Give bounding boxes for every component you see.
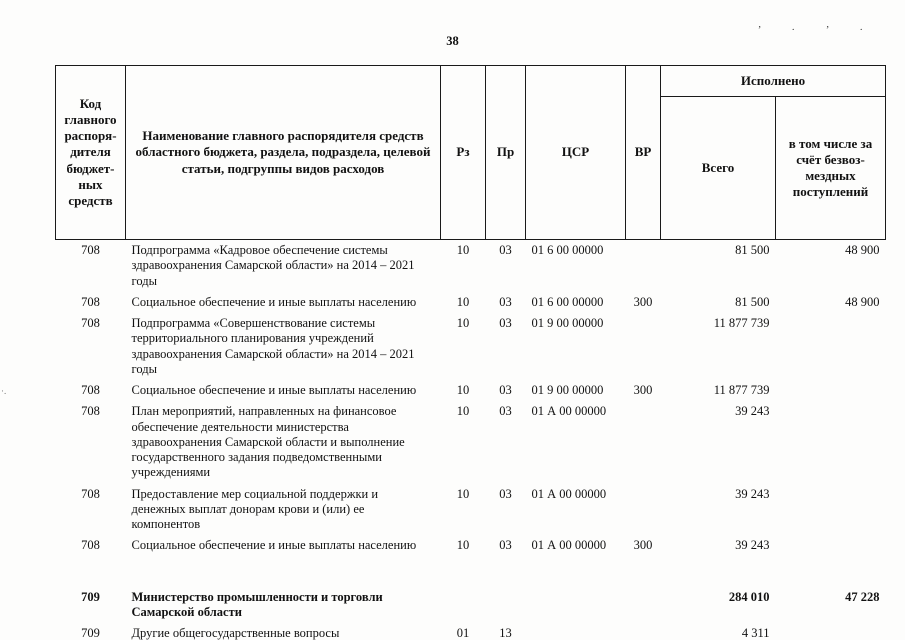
row-rz: 10	[456, 316, 470, 330]
row-pr: 03	[499, 538, 512, 553]
scan-artifact: ·.	[1, 386, 7, 396]
row-rz: 10	[456, 404, 470, 419]
row-name: Другие общегосударственные вопросы	[131, 626, 340, 640]
row-gratuitous	[776, 623, 886, 640]
spacer-row	[56, 557, 886, 587]
row-rz: 10	[456, 294, 470, 309]
row-code: 708	[81, 243, 100, 257]
row-vr	[626, 313, 661, 380]
row-pr: 03	[499, 383, 512, 397]
row-pr: 13	[499, 626, 512, 640]
row-rz: 01	[456, 626, 470, 640]
row-gratuitous: 48 900	[845, 243, 880, 257]
row-code: 708	[81, 294, 100, 309]
table-row	[56, 587, 886, 624]
row-gratuitous: 47 228	[845, 589, 880, 604]
row-vr: 300	[633, 538, 653, 553]
row-pr: 03	[499, 294, 512, 309]
row-name: Министерство промышленности и торговли Самарской области	[131, 589, 383, 619]
row-total: 81 500	[735, 243, 770, 257]
table-row	[56, 401, 886, 483]
row-name: Предоставление мер социальной поддержки и денежных выплат донорам крови и (или) ее компонентов	[131, 486, 379, 531]
row-name: Социальное обеспечение и иные выплаты населению	[131, 538, 417, 553]
row-total: 39 243	[735, 486, 770, 501]
row-name: Социальное обеспечение и иные выплаты населению	[131, 294, 417, 309]
col-header-executed: Исполнено	[661, 66, 886, 97]
col-header-vr: ВР	[626, 66, 661, 240]
row-code: 708	[81, 538, 100, 553]
row-csr	[526, 587, 626, 624]
row-code: 709	[81, 626, 100, 640]
row-csr: 01 А 00 00000	[531, 404, 607, 419]
row-csr: 01 А 00 00000	[531, 538, 607, 553]
row-vr: 300	[633, 294, 653, 309]
row-code: 708	[81, 316, 100, 330]
col-header-total: Всего	[661, 97, 776, 240]
row-name: Подпрограмма «Кадровое обеспечение системы здравоохранения Самарской области» на 2014 – 2021 годы	[131, 243, 415, 288]
row-rz: 10	[456, 486, 470, 501]
row-code: 708	[81, 383, 100, 397]
row-total: 39 243	[735, 404, 770, 419]
row-csr: 01 А 00 00000	[531, 486, 607, 501]
row-rz	[441, 587, 486, 624]
col-header-rz: Рз	[441, 66, 486, 240]
row-rz: 10	[456, 383, 470, 397]
row-gratuitous	[776, 401, 886, 483]
row-name: План мероприятий, направленных на финансовое обеспечение деятельности министерства здравоохранения Самарской области и выполнение государственного задания подведомственными учреждениями	[131, 404, 405, 480]
row-vr	[626, 484, 661, 536]
row-pr: 03	[499, 316, 512, 330]
row-pr: 03	[499, 486, 512, 501]
row-total: 11 877 739	[713, 316, 770, 330]
col-header-code: Код главного распоря-дителя бюджет-ных средств	[56, 66, 126, 240]
row-total: 284 010	[728, 589, 770, 604]
row-csr: 01 9 00 00000	[531, 383, 604, 397]
table-body	[56, 240, 886, 640]
col-header-name: Наименование главного распорядителя средств областного бюджета, раздела, подраздела, целевой статьи, подгруппы видов расходов	[126, 66, 441, 240]
row-code: 708	[81, 486, 100, 501]
row-csr: 01 9 00 00000	[531, 316, 604, 330]
table-row	[56, 484, 886, 536]
row-pr: 03	[499, 404, 512, 419]
row-pr	[486, 587, 526, 624]
row-csr: 01 6 00 00000	[531, 243, 604, 257]
row-gratuitous: 48 900	[845, 294, 880, 309]
row-vr	[626, 587, 661, 624]
table-row	[56, 380, 886, 401]
row-name: Социальное обеспечение и иные выплаты населению	[131, 383, 417, 397]
row-rz: 10	[456, 243, 470, 257]
row-gratuitous	[776, 535, 886, 556]
row-vr	[626, 240, 661, 292]
row-csr	[526, 623, 626, 640]
row-gratuitous	[776, 313, 886, 380]
page-number: 38	[446, 34, 459, 48]
budget-table	[55, 65, 886, 640]
row-gratuitous	[776, 380, 886, 401]
scan-artifact: ’ · ’ ·	[757, 24, 877, 36]
row-vr	[626, 401, 661, 483]
col-header-gratuitous: в том числе за счёт безвоз-мездных поступлений	[776, 97, 886, 240]
table-header	[56, 66, 886, 240]
row-csr: 01 6 00 00000	[531, 294, 604, 309]
col-header-csr: ЦСР	[526, 66, 626, 240]
col-header-pr: Пр	[486, 66, 526, 240]
row-name: Подпрограмма «Совершенствование системы территориального планирования учреждений здравоохранения Самарской области» на 2014 – 2021 годы	[131, 316, 415, 376]
row-pr: 03	[499, 243, 512, 257]
row-code: 708	[81, 404, 100, 419]
row-rz: 10	[456, 538, 470, 553]
table-row	[56, 535, 886, 556]
row-code: 709	[81, 589, 100, 604]
table-row	[56, 313, 886, 380]
row-vr: 300	[633, 383, 653, 397]
row-total: 4 311	[741, 626, 770, 640]
row-total: 81 500	[735, 294, 770, 309]
row-total: 39 243	[735, 538, 770, 553]
row-vr	[626, 623, 661, 640]
table-row	[56, 623, 886, 640]
row-gratuitous	[776, 484, 886, 536]
table-row	[56, 292, 886, 313]
row-total: 11 877 739	[713, 383, 770, 397]
table-row	[56, 240, 886, 292]
